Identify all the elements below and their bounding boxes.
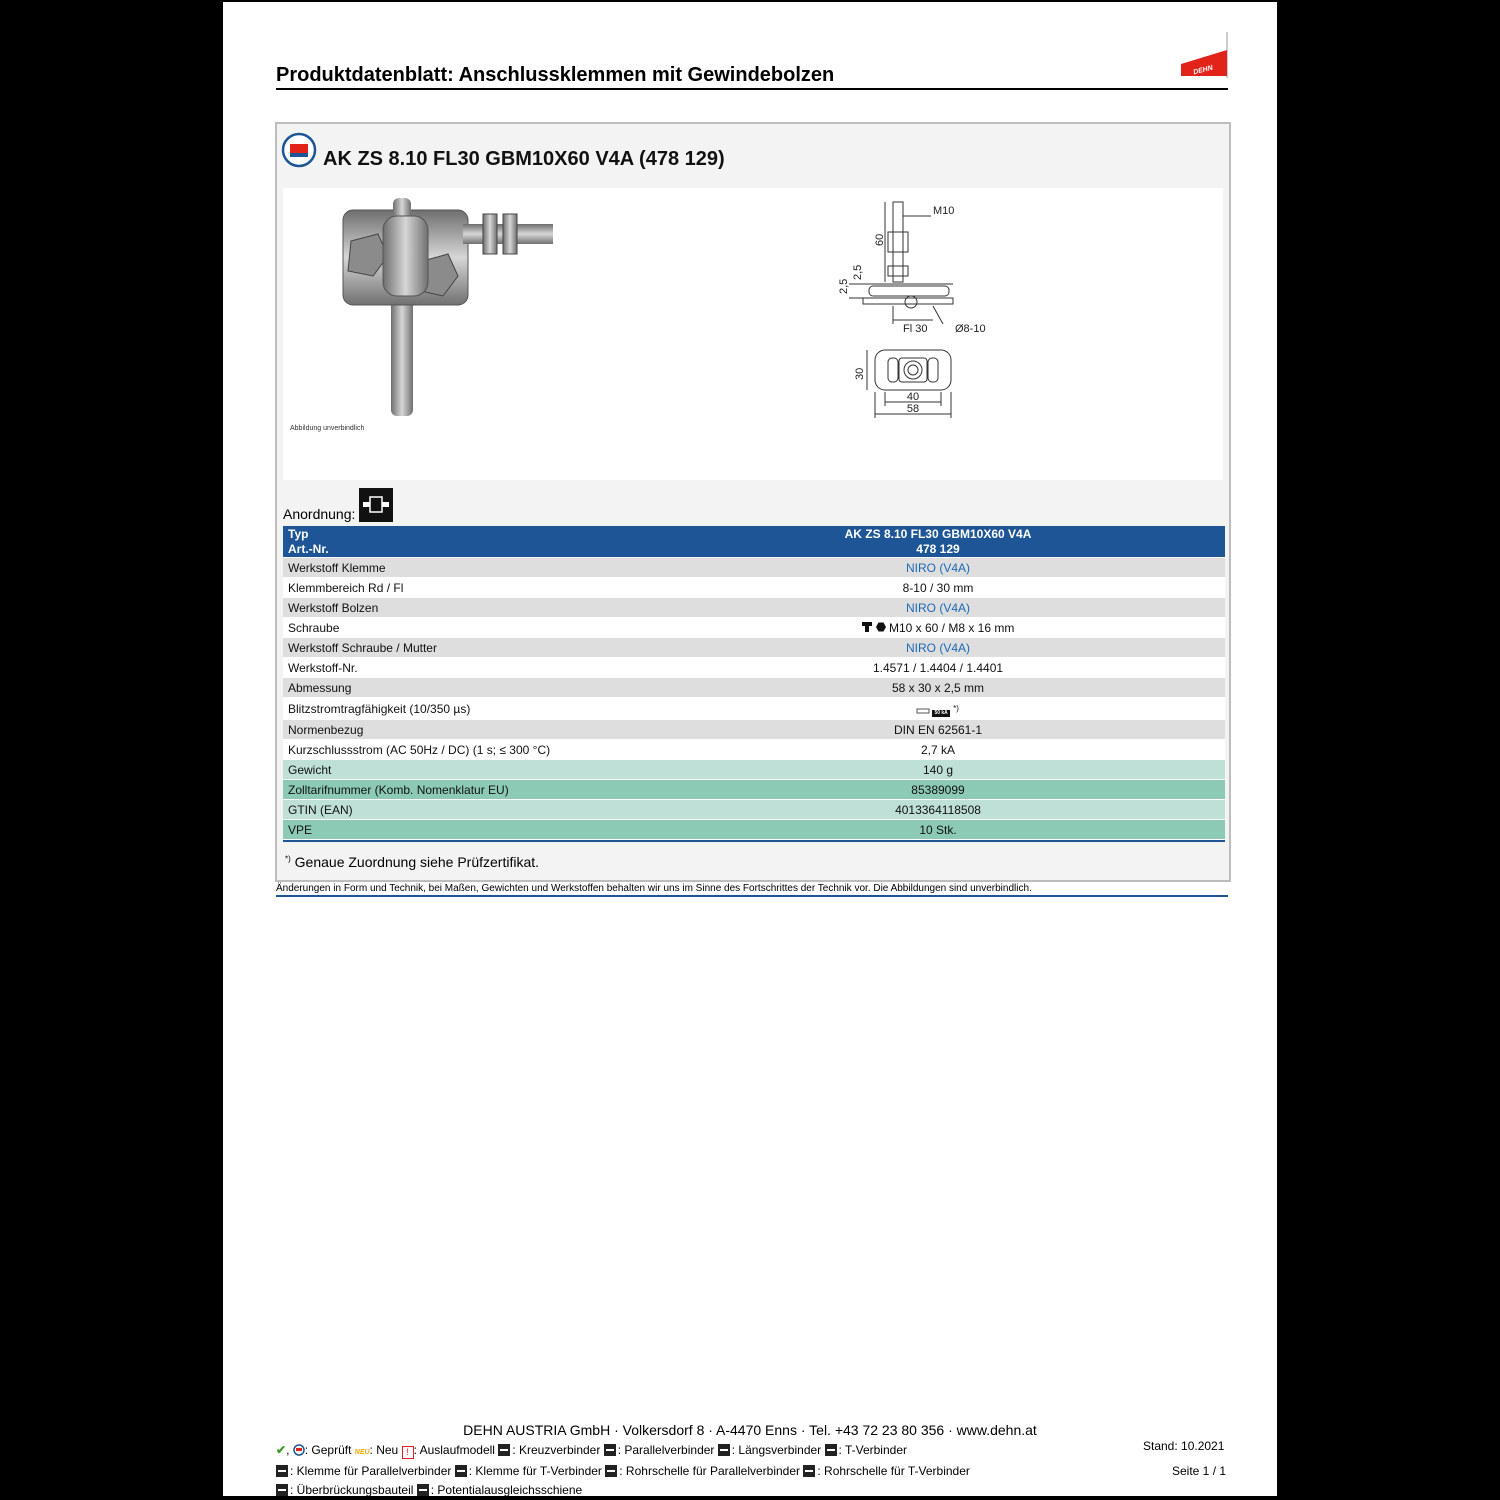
arrangement-icon [359, 488, 393, 522]
potentialausgleich-icon [417, 1484, 429, 1496]
legend-rohr-parallel: : Rohrschelle für Parallelverbinder [619, 1464, 801, 1478]
row-value-link[interactable]: NIRO (V4A) [905, 601, 970, 615]
legend-neu: : Neu [369, 1443, 399, 1457]
image-panel [283, 188, 1223, 480]
row-label: Klemmbereich Rd / Fl [288, 581, 404, 595]
row-value: 1.4571 / 1.4404 / 1.4401 [872, 661, 1004, 675]
neu-badge-icon: NEU [354, 1449, 370, 1456]
row-value: 10 Stk. [919, 823, 957, 837]
spec-table [283, 526, 1225, 842]
table-row [283, 760, 1225, 780]
row-value: 4013364118508 [895, 803, 981, 817]
parallelverbinder-icon [604, 1444, 616, 1456]
dehn-badge-icon [281, 132, 317, 168]
technical-drawing [833, 194, 986, 428]
row-label: Werkstoff Schraube / Mutter [288, 641, 437, 655]
datasheet-page [221, 0, 1279, 1498]
product-photo [333, 196, 553, 421]
legend-line-2 [276, 1464, 970, 1478]
t-verbinder-icon [825, 1444, 837, 1456]
row-label: Abmessung [288, 681, 352, 695]
row-label: Werkstoff-Nr. [288, 661, 358, 675]
table-row [283, 558, 1225, 578]
legend-auslauf: : Auslaufmodell [413, 1443, 495, 1457]
legend-ueberbrueckung: : Überbrückungsbauteil [290, 1483, 414, 1497]
ueberbrueckung-icon [276, 1484, 288, 1496]
table-row [283, 618, 1225, 638]
auslauf-icon: ! [402, 1446, 414, 1459]
stand-date: Stand: 10.2021 [1143, 1439, 1225, 1453]
row-value: 58 x 30 x 2,5 mm [891, 681, 985, 695]
dim-58: 58 [906, 403, 920, 415]
dim-2-5-a: 2,5 [838, 278, 850, 294]
dim-m10: M10 [933, 205, 955, 217]
row-value: DIN EN 62561-1 [893, 723, 983, 737]
legend-klemme-t: : Klemme für T-Verbinder [468, 1464, 602, 1478]
row-label: Zolltarifnummer (Komb. Nomenklatur EU) [288, 783, 509, 797]
row-value: 140 g [922, 763, 954, 777]
table-row [283, 720, 1225, 740]
row-label: Werkstoff Bolzen [288, 601, 379, 615]
legend-parallel: : Parallelverbinder [617, 1443, 715, 1457]
table-row [283, 598, 1225, 618]
row-value-screw [703, 618, 1173, 638]
klemme-parallel-icon [276, 1465, 288, 1477]
product-card [275, 122, 1231, 882]
dim-fl30: Fl 30 [903, 323, 928, 335]
dim-30: 30 [854, 367, 866, 380]
row-value: 8-10 / 30 mm [902, 581, 974, 595]
title-rule [276, 88, 1228, 90]
dehn-logo [1179, 30, 1229, 80]
header-value-artnr: 478 129 [916, 542, 960, 556]
rod-icon [917, 707, 929, 715]
legend-klemme-parallel: : Klemme für Parallelverbinder [290, 1464, 452, 1478]
row-value: 2,7 kA [920, 743, 956, 757]
table-row [283, 740, 1225, 760]
header-label-typ: Typ [288, 527, 309, 541]
legend-line-1: ✔, : Geprüft NEU: Neu ! : Auslaufmodell : Kreuzverbinder : Parallelverbinder : Längsverbinder : T-Verbinder [276, 1443, 907, 1457]
klemme-t-icon [455, 1465, 467, 1477]
legend-t: : T-Verbinder [838, 1443, 907, 1457]
table-row [283, 678, 1225, 698]
company-address: DEHN AUSTRIA GmbH · Volkersdorf 8 · A-4470 Enns · Tel. +43 72 23 80 356 · www.dehn.at [463, 1422, 1037, 1438]
arrangement-label: Anordnung: [283, 506, 356, 522]
table-row [283, 800, 1225, 820]
legend-rohr-t: : Rohrschelle für T-Verbinder [817, 1464, 970, 1478]
lightning-current-badge: 50 kA [934, 710, 948, 716]
table-row [283, 820, 1225, 840]
legend-potential: : Potentialausgleichsschiene [430, 1483, 583, 1497]
dim-2-5-b: 2,5 [852, 264, 864, 280]
row-label: Schraube [288, 621, 340, 635]
row-value-link[interactable]: NIRO (V4A) [905, 641, 970, 655]
disclaimer-rule [276, 895, 1228, 897]
dehn-badge-small-icon [293, 1444, 305, 1456]
rohrschelle-parallel-icon [605, 1465, 617, 1477]
image-caption: Abbildung unverbindlich [290, 425, 365, 432]
screw-type-icon [862, 621, 886, 633]
footnote [285, 854, 539, 870]
table-row [283, 638, 1225, 658]
kreuzverbinder-icon [498, 1444, 510, 1456]
legend-line-3 [276, 1483, 582, 1497]
rohrschelle-t-icon [803, 1465, 815, 1477]
row-label: VPE [288, 823, 313, 837]
logo-text: DEHN [1192, 64, 1214, 77]
table-row [283, 698, 1225, 720]
row-value-lightning [703, 698, 1173, 722]
document-title: Produktdatenblatt: Anschlussklemmen mit Gewindebolzen [276, 64, 835, 86]
footnote-mark: *) [285, 854, 291, 864]
dim-diameter: Ø8-10 [955, 323, 986, 335]
table-row [283, 780, 1225, 800]
footnote-text: Genaue Zuordnung siehe Prüfzertifikat. [294, 854, 540, 870]
dim-60: 60 [874, 233, 886, 246]
table-bottom-rule [283, 840, 1225, 842]
table-header [283, 526, 1225, 558]
legend-laengs: : Längsverbinder [731, 1443, 822, 1457]
header-label-artnr: Art.-Nr. [288, 542, 329, 556]
dim-40: 40 [906, 391, 920, 403]
lightning-note: *) [953, 704, 959, 713]
row-value: 85389099 [911, 783, 965, 797]
screw-value: M10 x 60 / M8 x 16 mm [888, 621, 1015, 635]
page-number: Seite 1 / 1 [1172, 1464, 1227, 1478]
table-row [283, 658, 1225, 678]
checkmark-icon: ✔ [276, 1443, 287, 1457]
laengsverbinder-icon [718, 1444, 730, 1456]
legend-geprueft: : Geprüft [304, 1443, 352, 1457]
row-value-link[interactable]: NIRO (V4A) [905, 561, 970, 575]
header-value-typ: AK ZS 8.10 FL30 GBM10X60 V4A [844, 527, 1032, 541]
legend-kreuz: : Kreuzverbinder [512, 1443, 601, 1457]
row-label: Kurzschlussstrom (AC 50Hz / DC) (1 s; ≤ 300 °C) [288, 743, 551, 757]
row-label: Normenbezug [288, 723, 364, 737]
table-row [283, 578, 1225, 598]
row-label: Blitzstromtragfähigkeit (10/350 µs) [288, 702, 471, 716]
row-label: Werkstoff Klemme [288, 561, 386, 575]
product-title: AK ZS 8.10 FL30 GBM10X60 V4A (478 129) [323, 148, 725, 170]
disclaimer: Änderungen in Form und Technik, bei Maßen, Gewichten und Werkstoffen behalten wir uns im Sinne des Fortschrittes der Technik vor. Die Abbildungen sind unverbindlich. [276, 883, 1032, 894]
row-label: Gewicht [288, 763, 332, 777]
row-label: GTIN (EAN) [288, 803, 353, 817]
